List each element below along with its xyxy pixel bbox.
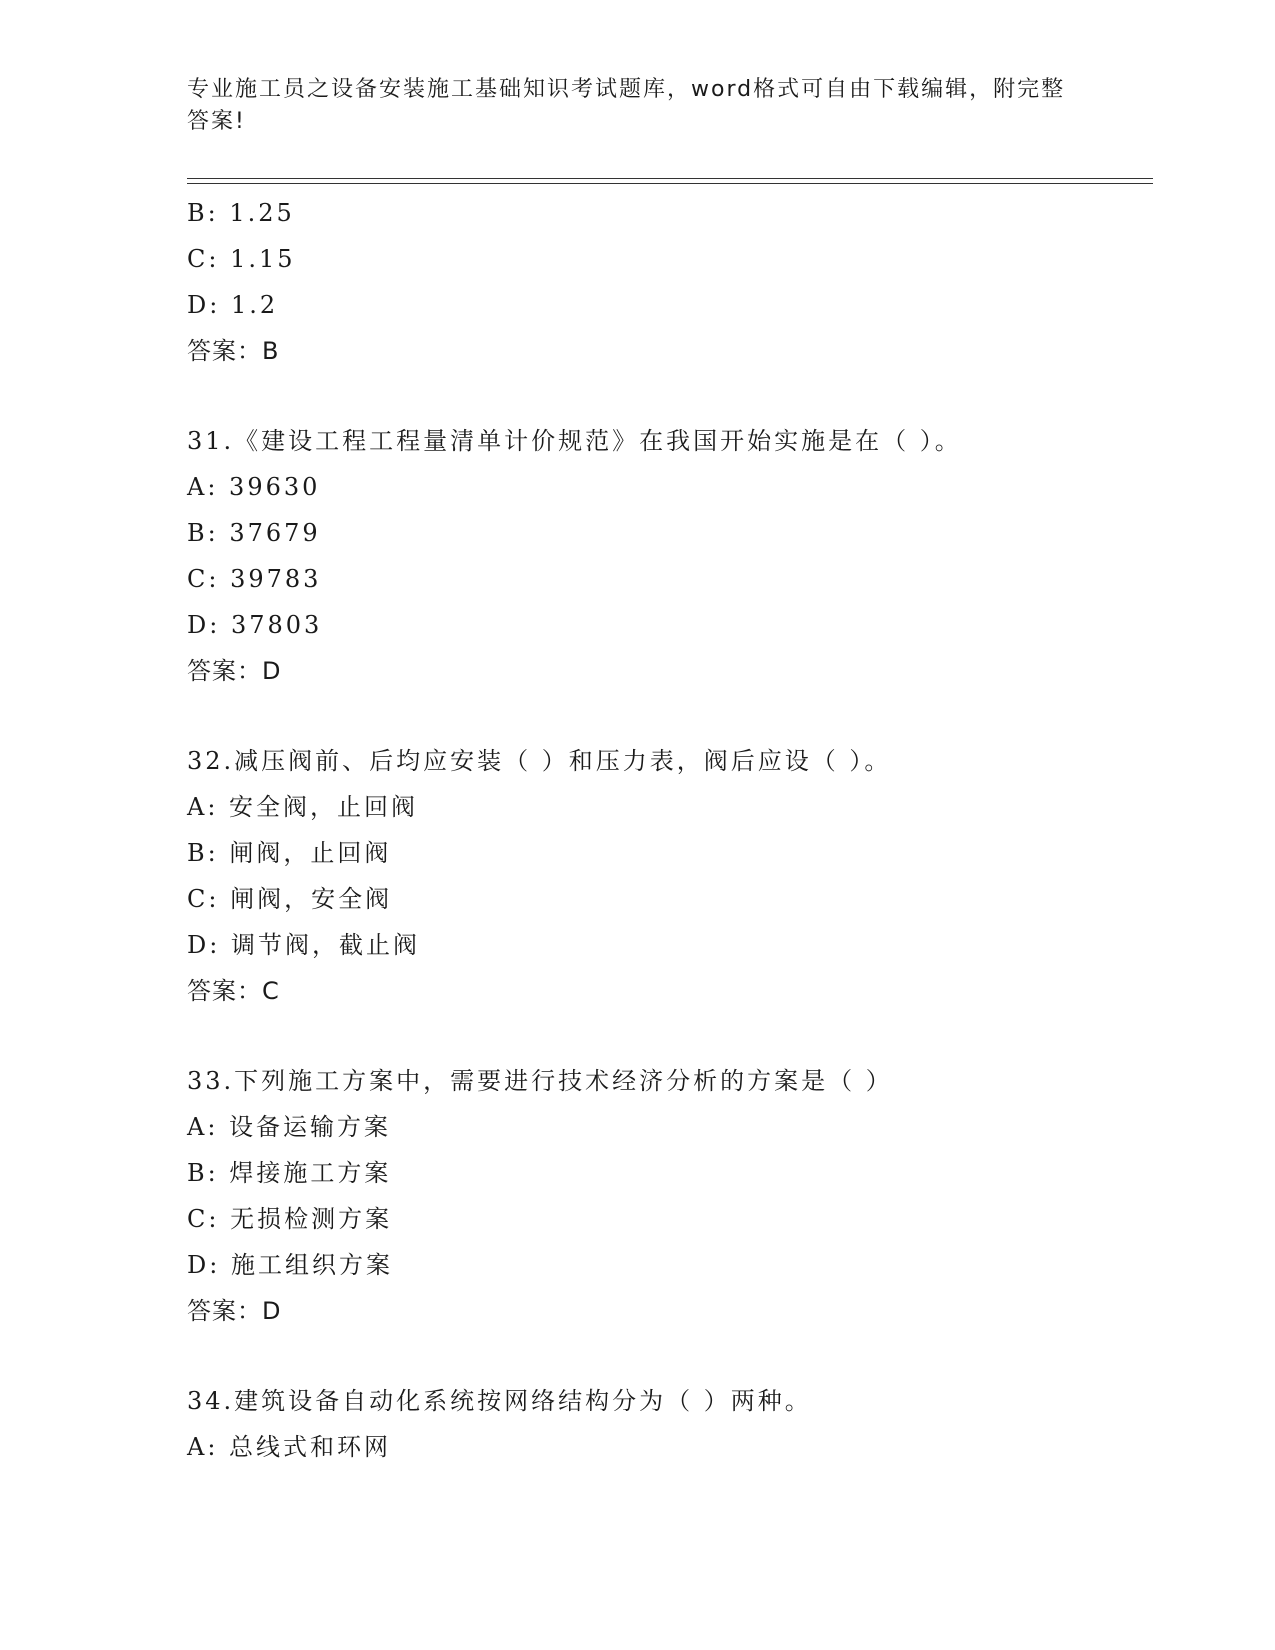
option-line: C: 无损检测方案 — [187, 1205, 393, 1233]
answer-line: 答案：B — [187, 337, 280, 365]
question-stem: 33.下列施工方案中，需要进行技术经济分析的方案是（ ） — [187, 1067, 893, 1095]
spacer — [187, 694, 1147, 738]
spacer — [187, 374, 1147, 418]
header-divider-bottom — [187, 183, 1153, 184]
option-line: A: 安全阀，止回阀 — [187, 793, 419, 821]
option-line: D: 1.2 — [187, 291, 279, 319]
answer-line: 答案：D — [187, 657, 282, 685]
question-list — [187, 190, 1147, 1470]
spacer — [187, 1334, 1147, 1378]
option-line: D: 37803 — [187, 611, 323, 639]
question-stem: 32.减压阀前、后均应安装（ ）和压力表，阀后应设（ ）。 — [187, 747, 892, 775]
option-line: A: 39630 — [187, 473, 321, 501]
option-line: C: 39783 — [187, 565, 322, 593]
option-line: A: 设备运输方案 — [187, 1113, 392, 1141]
question-block-33 — [187, 1058, 1147, 1334]
answer-line: 答案：C — [187, 977, 280, 1005]
option-line: B: 闸阀，止回阀 — [187, 839, 392, 867]
answer-line: 答案：D — [187, 1297, 282, 1325]
question-block-31 — [187, 418, 1147, 694]
question-block-32 — [187, 738, 1147, 1014]
question-stem: 31.《建设工程工程量清单计价规范》在我国开始实施是在（ ）。 — [187, 427, 962, 455]
option-line: A: 总线式和环网 — [187, 1433, 392, 1461]
option-line: D: 调节阀，截止阀 — [187, 931, 420, 959]
option-line: B: 37679 — [187, 519, 321, 547]
question-stem: 34.建筑设备自动化系统按网络结构分为（ ）两种。 — [187, 1387, 812, 1415]
spacer — [187, 1014, 1147, 1058]
option-line: C: 闸阀，安全阀 — [187, 885, 393, 913]
document-header: 专业施工员之设备安装施工基础知识考试题库，word格式可自由下载编辑，附完整答案! — [187, 77, 1066, 134]
question-block-34 — [187, 1378, 1147, 1470]
option-line: C: 1.15 — [187, 245, 296, 273]
option-line: B: 焊接施工方案 — [187, 1159, 392, 1187]
question-block-prev — [187, 190, 1147, 374]
option-line: B: 1.25 — [187, 199, 295, 227]
option-line: D: 施工组织方案 — [187, 1251, 393, 1279]
header-divider-top — [187, 178, 1153, 179]
